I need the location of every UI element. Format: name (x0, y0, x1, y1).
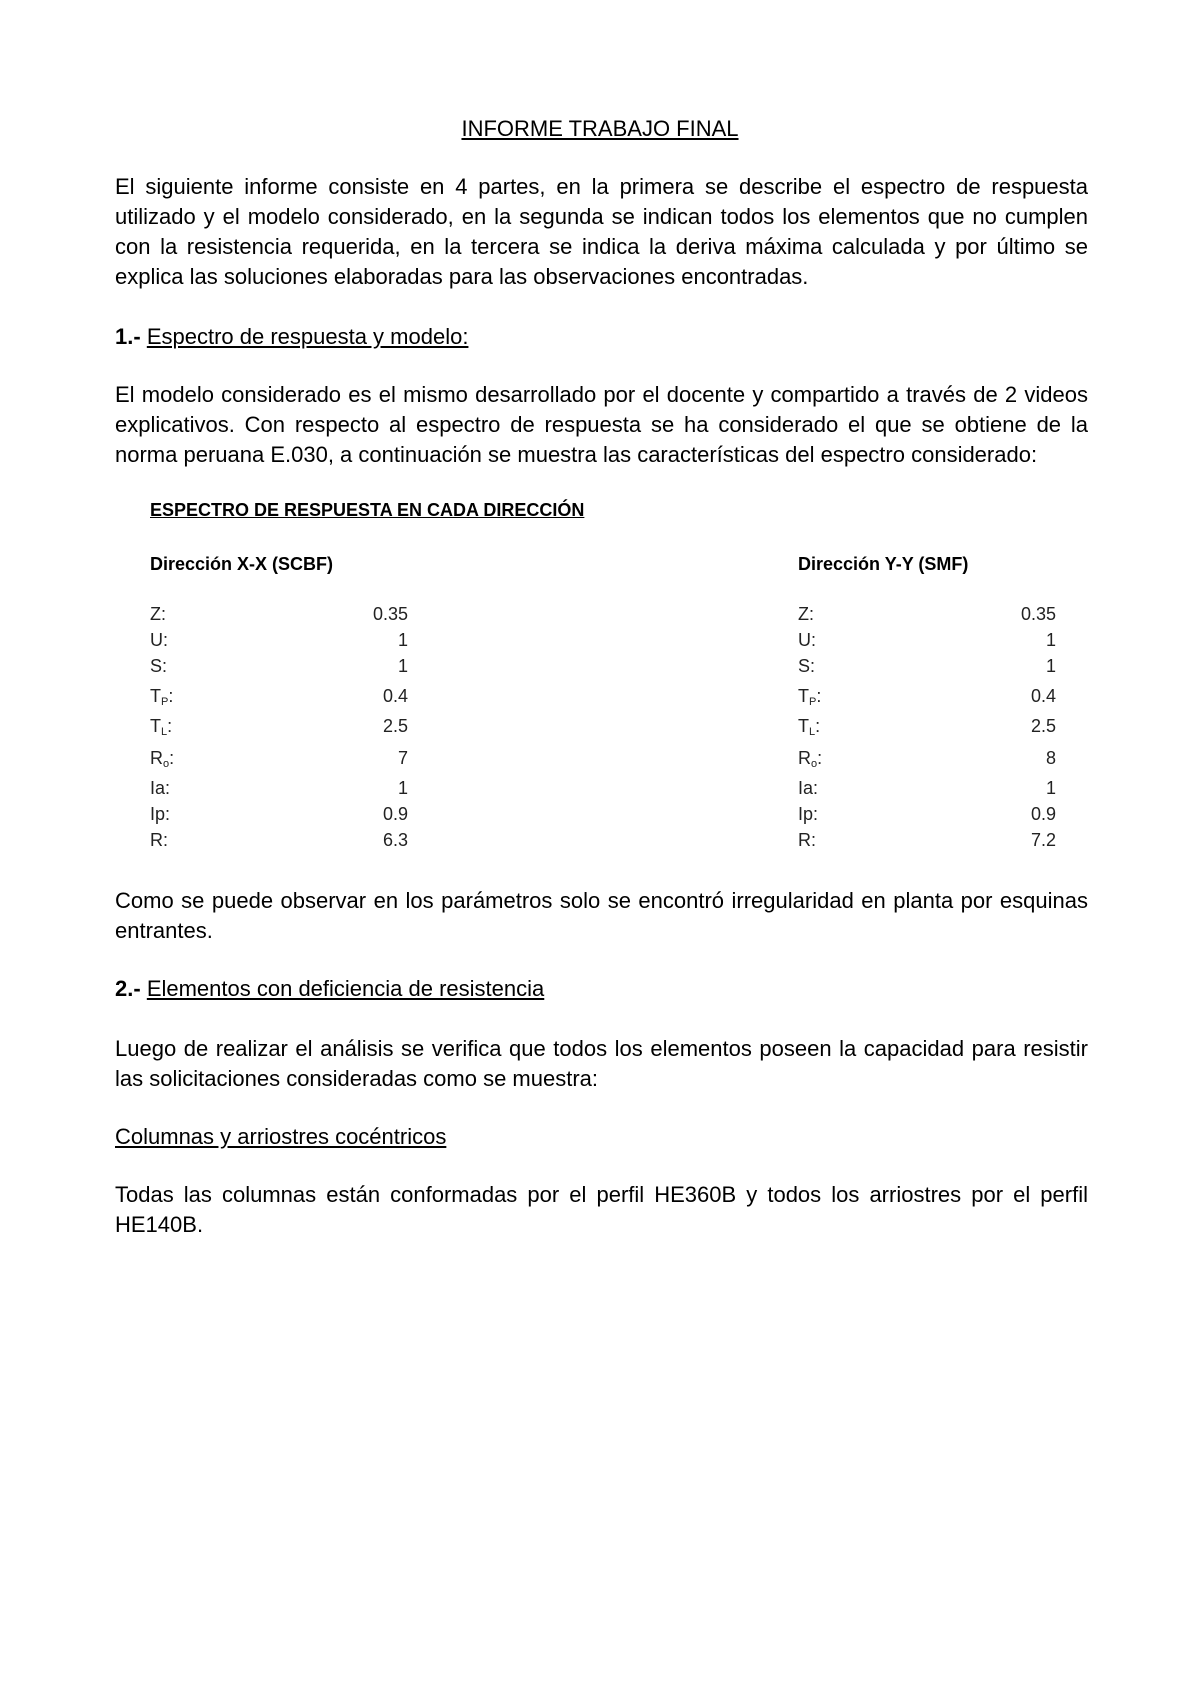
parameter-value: 7 (397, 748, 408, 768)
parameter-label: U: (798, 630, 816, 650)
parameter-row (150, 830, 408, 856)
parameter-row (150, 748, 408, 774)
parameter-label: $R_o$: (798, 748, 823, 770)
section-1-heading (115, 324, 468, 350)
parameter-row (150, 656, 408, 682)
parameter-value: 1 (397, 656, 408, 676)
parameter-label: R: (150, 830, 168, 850)
direction-y-title: Dirección Y-Y (SMF) (798, 554, 969, 574)
parameter-subscript: o (163, 758, 170, 770)
parameter-row (798, 778, 1056, 804)
parameter-row (798, 604, 1056, 630)
parameter-row (798, 804, 1056, 830)
parameter-subscript: P (161, 696, 169, 708)
parameter-row (150, 716, 408, 742)
parameter-subscript: L (809, 726, 816, 738)
parameter-row (798, 716, 1056, 742)
parameter-row (798, 686, 1056, 712)
parameter-row (150, 804, 408, 830)
parameter-row (150, 630, 408, 656)
subsection-paragraph: Todas las columnas están conformadas por el perfil HE360B y todos los arriostres por el perfil HE140B. (115, 1182, 1088, 1237)
section-2-paragraph: Luego de realizar el análisis se verifica que todos los elementos poseen la capacidad para resistir las solicitaciones consideradas como se muestra: (115, 1036, 1088, 1091)
section-2-number: 2.- (115, 976, 141, 1001)
parameter-label: Z: (798, 604, 814, 624)
parameter-value: 2.5 (1030, 716, 1056, 736)
direction-x-title: Dirección X-X (SCBF) (150, 554, 334, 574)
parameter-value: 1 (1045, 630, 1056, 650)
parameter-value: 0.9 (1030, 804, 1056, 824)
parameter-row (798, 656, 1056, 682)
parameter-label: $R_o$: (150, 748, 175, 770)
parameter-label: Ia: (150, 778, 171, 798)
parameter-value: 0.9 (382, 804, 408, 824)
parameter-row (150, 778, 408, 804)
section-2-heading (115, 976, 544, 1002)
subsection-heading: Columnas y arriostres cocéntricos (115, 1124, 447, 1149)
parameter-row (150, 686, 408, 712)
parameter-value: 0.4 (1030, 686, 1056, 706)
parameter-label: Z: (150, 604, 166, 624)
parameter-label: S: (150, 656, 168, 676)
parameter-label: $T_P$: (798, 686, 822, 708)
parameter-value: 8 (1045, 748, 1056, 768)
intro-paragraph: El siguiente informe consiste en 4 partes, en la primera se describe el espectro de respuesta utilizado y el modelo considerado, en la segunda se indican todos los elementos que no cumplen con la resistencia requerida, en la tercera se indica la deriva máxima calculada y por último se explica las soluciones elaboradas para las observaciones encontradas. (115, 174, 1088, 289)
parameter-value: 1 (1045, 778, 1056, 798)
parameter-row (798, 630, 1056, 656)
parameter-row (150, 604, 408, 630)
spectrum-title: ESPECTRO DE RESPUESTA EN CADA DIRECCIÓN (150, 500, 585, 520)
parameter-label: Ia: (798, 778, 819, 798)
parameter-label: Ip: (150, 804, 171, 824)
parameter-value: 1 (397, 630, 408, 650)
parameter-label: U: (150, 630, 168, 650)
section-1-title: Espectro de respuesta y modelo: (146, 324, 469, 349)
observation-paragraph: Como se puede observar en los parámetros solo se encontró irregularidad en planta por esquinas entrantes. (115, 888, 1088, 943)
parameter-label: Ip: (798, 804, 819, 824)
parameter-row (798, 830, 1056, 856)
parameter-value: 2.5 (382, 716, 408, 736)
parameter-subscript: P (809, 696, 817, 708)
parameter-value: 1 (1045, 656, 1056, 676)
parameter-label: $T_L$: (798, 716, 821, 738)
parameter-value: 1 (397, 778, 408, 798)
section-2-title: Elementos con deficiencia de resistencia (146, 976, 545, 1001)
parameter-subscript: o (811, 758, 818, 770)
parameter-subscript: L (161, 726, 168, 738)
section-1-number: 1.- (115, 324, 141, 349)
parameter-value: 0.35 (372, 604, 408, 624)
document-title: INFORME TRABAJO FINAL (461, 116, 739, 141)
section-1-paragraph: El modelo considerado es el mismo desarrollado por el docente y compartido a través de 2 videos explicativos. Con respecto al espectro de respuesta se ha considerado el que se obtiene de la norma peruana E.030, a continuación se muestra las características del espectro considerado: (115, 382, 1088, 467)
parameter-value: 6.3 (382, 830, 408, 850)
parameter-label: $T_P$: (150, 686, 174, 708)
parameter-row (798, 748, 1056, 774)
parameter-value: 0.35 (1020, 604, 1056, 624)
parameter-label: S: (798, 656, 816, 676)
parameter-value: 7.2 (1030, 830, 1056, 850)
parameter-label: R: (798, 830, 816, 850)
parameter-label: $T_L$: (150, 716, 173, 738)
parameter-value: 0.4 (382, 686, 408, 706)
